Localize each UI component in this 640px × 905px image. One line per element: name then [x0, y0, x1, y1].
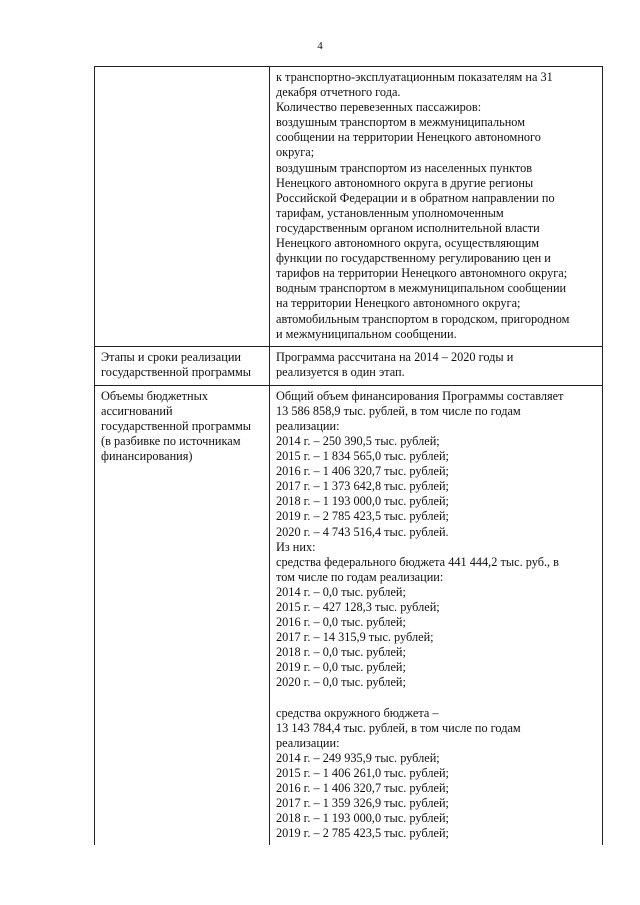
- text-line: 2018 г. – 0,0 тыс. рублей;: [276, 645, 406, 660]
- row-label-empty: [95, 67, 270, 347]
- text-line: тарифов на территории Ненецкого автономного округа;: [276, 266, 568, 281]
- text-line: государственной программы: [101, 418, 252, 433]
- text-line: Программа рассчитана на 2014 – 2020 годы и: [276, 349, 514, 364]
- text-line: 2017 г. – 1 359 326,9 тыс. рублей;: [276, 796, 449, 811]
- text-line: воздушным транспортом в межмуниципальном: [276, 115, 525, 130]
- program-passport-table: [94, 66, 603, 845]
- text-line: автомобильным транспортом в городском, пригородном: [276, 311, 570, 326]
- block-spacer: [276, 691, 596, 706]
- text-line: 2018 г. – 1 193 000,0 тыс. рублей;: [276, 494, 449, 509]
- table-row: [95, 385, 603, 845]
- text-line: к транспортно-эксплуатационным показателям на 31: [276, 70, 553, 84]
- text-line: 2014 г. – 249 935,9 тыс. рублей;: [276, 750, 440, 765]
- text-line: Количество перевезенных пассажиров:: [276, 100, 482, 115]
- text-line: 2018 г. – 1 193 000,0 тыс. рублей;: [276, 811, 449, 826]
- text-line: 2017 г. – 14 315,9 тыс. рублей;: [276, 630, 434, 645]
- federal-funding-block: [276, 555, 596, 691]
- regional-funding-block: [276, 706, 596, 842]
- text-line: государственным органом исполнительной власти: [276, 220, 540, 235]
- text-line: 13 586 858,9 тыс. рублей, в том числе по годам: [276, 403, 521, 418]
- text-line: государственной программы: [101, 364, 252, 379]
- text-line: 2020 г. – 4 743 516,4 тыс. рублей.: [276, 524, 449, 539]
- text-line: декабря отчетного года.: [276, 85, 401, 100]
- text-line: ассигнований: [101, 403, 173, 418]
- total-funding-block: [276, 389, 596, 555]
- text-line: Этапы и сроки реализации: [101, 349, 241, 364]
- text-line: 2016 г. – 1 406 320,7 тыс. рублей;: [276, 464, 449, 479]
- text-line: тарифам, установленным уполномоченным: [276, 205, 504, 220]
- text-line: 2019 г. – 2 785 423,5 тыс. рублей;: [276, 509, 449, 524]
- text-line: 2015 г. – 427 128,3 тыс. рублей;: [276, 600, 440, 614]
- text-line: Российской Федерации и в обратном направлении по: [276, 190, 555, 205]
- text-line: 2017 г. – 1 373 642,8 тыс. рублей;: [276, 479, 449, 494]
- text-line: 2014 г. – 250 390,5 тыс. рублей;: [276, 433, 440, 448]
- text-line: округа;: [276, 145, 315, 160]
- stages-content-cell: [270, 346, 603, 385]
- text-line: воздушным транспортом из населенных пунктов: [276, 160, 533, 175]
- text-line: Общий объем финансирования Программы составляет: [276, 388, 564, 403]
- text-line: финансирования): [101, 449, 193, 464]
- stages-label-cell: [95, 346, 270, 385]
- passenger-indicators-cell: [270, 67, 603, 347]
- text-line: Ненецкого автономного округа в другие регионы: [276, 175, 534, 190]
- text-line: функции по государственному регулированию цен и: [276, 251, 551, 266]
- text-line: том числе по годам реализации:: [276, 569, 444, 584]
- text-line: (в разбивке по источникам: [101, 433, 241, 448]
- text-line: Ненецкого автономного округа, осуществляющим: [276, 236, 540, 251]
- text-line: сообщении на территории Ненецкого автономного: [276, 130, 541, 145]
- text-line: реализации:: [276, 418, 340, 433]
- text-line: 2016 г. – 1 406 320,7 тыс. рублей;: [276, 781, 449, 796]
- text-line: 2015 г. – 1 406 261,0 тыс. рублей;: [276, 765, 449, 780]
- text-line: 2020 г. – 0,0 тыс. рублей;: [276, 675, 406, 690]
- text-line: 2015 г. – 1 834 565,0 тыс. рублей;: [276, 449, 449, 464]
- text-line: Из них:: [276, 539, 316, 554]
- text-line: 2016 г. – 0,0 тыс. рублей;: [276, 615, 406, 630]
- page-number: 4: [317, 40, 323, 52]
- text-line: реализуется в один этап.: [276, 364, 405, 379]
- text-line: Объемы бюджетных: [101, 388, 208, 403]
- budget-content-cell: [270, 385, 603, 845]
- text-line: средства федерального бюджета 441 444,2 тыс. руб., в: [276, 554, 559, 569]
- text-line: реализации:: [276, 735, 340, 750]
- text-line: на территории Ненецкого автономного округа;: [276, 296, 521, 311]
- text-line: 2019 г. – 2 785 423,5 тыс. рублей;: [276, 826, 449, 841]
- budget-label-cell: [95, 385, 270, 845]
- text-line: средства окружного бюджета –: [276, 705, 439, 720]
- table-row: [95, 346, 603, 385]
- text-line: 2019 г. – 0,0 тыс. рублей;: [276, 660, 406, 675]
- text-line: и межмуниципальном сообщении.: [276, 326, 457, 341]
- text-line: водным транспортом в межмуниципальном сообщении: [276, 281, 567, 296]
- table-row: [95, 67, 603, 347]
- text-line: 13 143 784,4 тыс. рублей, в том числе по годам: [276, 720, 521, 735]
- text-line: 2014 г. – 0,0 тыс. рублей;: [276, 584, 406, 599]
